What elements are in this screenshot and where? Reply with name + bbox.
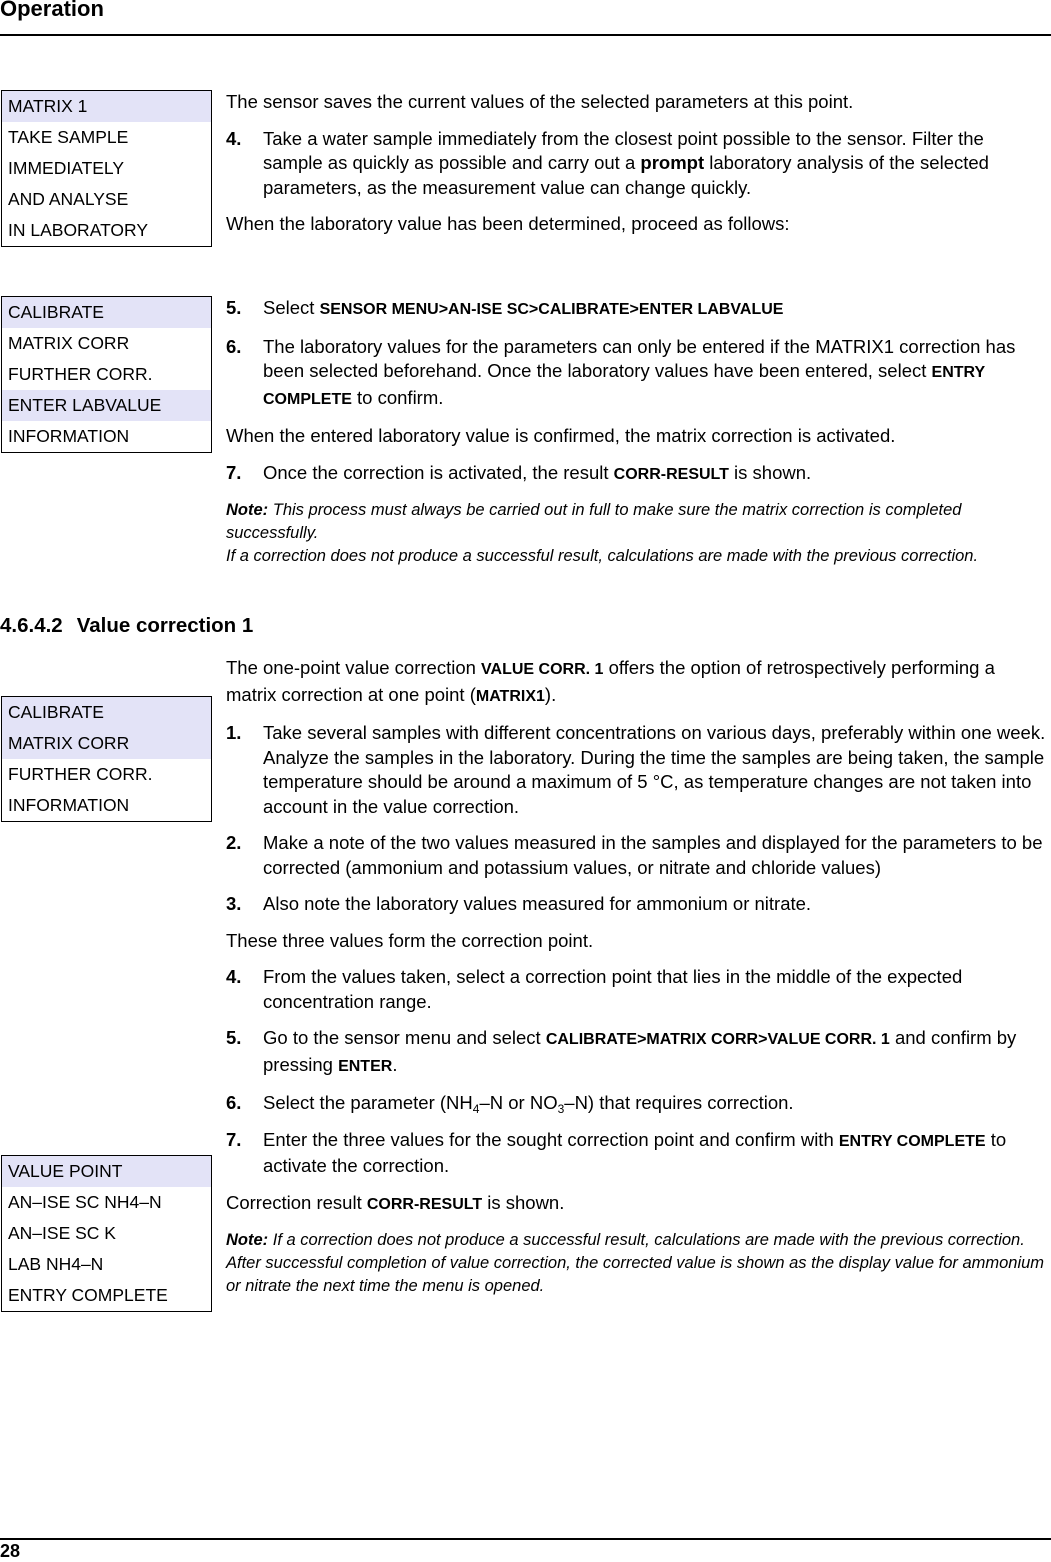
menu-command: VALUE CORR. 1 bbox=[481, 661, 604, 678]
footer-rule bbox=[0, 1538, 1051, 1540]
step-text: laboratory analysis of the selected parameters, as the measurement value can change quickly. bbox=[263, 152, 989, 198]
paragraph: When the laboratory value has been determined, proceed as follows: bbox=[226, 213, 790, 234]
text-block-2 bbox=[226, 296, 1048, 568]
paragraph bbox=[226, 1191, 1048, 1218]
menu-row: MATRIX CORR bbox=[8, 333, 130, 353]
menu-command: SENSOR MENU>AN-ISE SC>CALIBRATE>ENTER LABVALUE bbox=[319, 301, 784, 318]
step-text: Select bbox=[263, 297, 320, 318]
step-text: Take several samples with different concentrations on various days, preferably within one week. Analyze the samples in the laboratory. During the time the samples are being taken, the sample temperature should be around a maximum of 5 °C, as temperature changes are not taken into account in the value correction. bbox=[263, 722, 1046, 817]
menu-row: CALIBRATE bbox=[2, 697, 211, 728]
menu-row: INFORMATION bbox=[8, 426, 130, 446]
step-item bbox=[226, 461, 1048, 488]
text-block-1 bbox=[226, 90, 1048, 237]
step-item bbox=[226, 721, 1048, 819]
step-text: Make a note of the two values measured in the samples and displayed for the parameters to be corrected (ammonium and potassium values, or nitrate and chloride values) bbox=[263, 832, 1043, 878]
menu-command: CALIBRATE>MATRIX CORR>VALUE CORR. 1 bbox=[545, 1031, 890, 1048]
page-number: 28 bbox=[0, 1541, 21, 1561]
paragraph: The sensor saves the current values of the selected parameters at this point. bbox=[226, 91, 854, 112]
note-text: This process must always be carried out in full to make sure the matrix correction is completed successfully. bbox=[226, 501, 962, 542]
menu-row: MATRIX CORR bbox=[2, 728, 211, 759]
step-number: 6. bbox=[226, 335, 242, 357]
step-number: 4. bbox=[226, 966, 242, 987]
menu-row: IN LABORATORY bbox=[8, 220, 149, 240]
step-item bbox=[226, 831, 1048, 880]
text-block-3 bbox=[226, 656, 1048, 1298]
step-text: From the values taken, select a correction point that lies in the middle of the expected concentration range. bbox=[263, 966, 963, 1012]
step-item bbox=[226, 1128, 1048, 1179]
step-number: 5. bbox=[226, 1027, 242, 1048]
text-run: offers the option of retrospectively performing a matrix correction at one point ( bbox=[226, 657, 995, 705]
step-number: 4. bbox=[226, 127, 242, 149]
step-text: Go to the sensor menu and select bbox=[263, 1027, 546, 1048]
step-item bbox=[226, 296, 1048, 323]
subscript: 3 bbox=[557, 1102, 565, 1116]
menu-row: FURTHER CORR. bbox=[8, 364, 153, 384]
step-number: 5. bbox=[226, 297, 242, 318]
section-title: Value correction 1 bbox=[76, 614, 254, 637]
step-number: 6. bbox=[226, 1092, 242, 1113]
step-number: 2. bbox=[226, 832, 242, 853]
step-text: Take a water sample immediately from the closest point possible to the sensor. Filter the sample as quickly as possible and carry out a bbox=[263, 127, 984, 173]
emphasis: prompt bbox=[640, 152, 705, 173]
step-text: The laboratory values for the parameters can only be entered if the MATRIX1 correction has been selected beforehand. Once the laboratory values have been entered, select bbox=[263, 335, 1016, 381]
step-number: 7. bbox=[226, 461, 242, 483]
menu-row: VALUE POINT bbox=[2, 1156, 211, 1187]
menu-row: IMMEDIATELY bbox=[8, 158, 125, 178]
menu-display-matrix1 bbox=[1, 90, 212, 247]
note-text: After successful completion of value correction, the corrected value is shown as the display value for ammonium or nitrate the next time the menu is opened. bbox=[226, 1254, 1045, 1295]
menu-command: MATRIX1 bbox=[475, 687, 545, 705]
step-text: Enter the three values for the sought correction point and confirm with bbox=[263, 1128, 839, 1150]
step-text: to activate the correction. bbox=[263, 1128, 1007, 1176]
subscript: 4 bbox=[472, 1102, 480, 1116]
menu-row: INFORMATION bbox=[8, 795, 130, 815]
text-run: Correction result bbox=[226, 1191, 367, 1213]
section-heading bbox=[0, 614, 253, 638]
menu-row: AN–ISE SC NH4–N bbox=[8, 1192, 162, 1212]
step-number: 1. bbox=[226, 722, 242, 743]
step-text: Once the correction is activated, the result bbox=[263, 461, 614, 483]
section-number: 4.6.4.2 bbox=[0, 614, 63, 637]
menu-command: ENTRY COMPLETE bbox=[263, 364, 985, 408]
menu-display-calibrate-2 bbox=[1, 696, 212, 822]
paragraph: These three values form the correction point. bbox=[226, 929, 594, 951]
step-number: 7. bbox=[226, 1128, 242, 1150]
menu-row: LAB NH4–N bbox=[8, 1254, 104, 1274]
note-label: Note: bbox=[226, 1231, 269, 1249]
step-text: Select the parameter (NH bbox=[263, 1092, 473, 1113]
menu-row: ENTER LABVALUE bbox=[2, 390, 211, 421]
note-text: If a correction does not produce a successful result, calculations are made with the previous correction. bbox=[268, 1231, 1025, 1249]
text-run: ). bbox=[544, 683, 557, 705]
note-text: If a correction does not produce a successful result, calculations are made with the previous correction. bbox=[226, 547, 979, 565]
menu-row: MATRIX 1 bbox=[2, 91, 211, 122]
step-item bbox=[226, 1026, 1048, 1079]
menu-row: CALIBRATE bbox=[2, 297, 211, 328]
step-item bbox=[226, 127, 1048, 201]
text-run: is shown. bbox=[482, 1191, 565, 1213]
menu-row: TAKE SAMPLE bbox=[8, 127, 129, 147]
menu-command: ENTER bbox=[338, 1057, 393, 1075]
step-text: . bbox=[392, 1053, 398, 1075]
text-run: The one-point value correction bbox=[226, 657, 482, 678]
menu-command: ENTRY COMPLETE bbox=[838, 1132, 986, 1150]
paragraph bbox=[226, 656, 1048, 709]
paragraph: When the entered laboratory value is confirmed, the matrix correction is activated. bbox=[226, 425, 896, 446]
step-number: 3. bbox=[226, 893, 242, 914]
step-item bbox=[226, 335, 1048, 413]
step-text: –N) that requires correction. bbox=[564, 1092, 794, 1113]
step-text: to confirm. bbox=[351, 386, 444, 408]
menu-display-value-point bbox=[1, 1155, 212, 1312]
note bbox=[226, 1229, 1048, 1298]
menu-row: AND ANALYSE bbox=[8, 189, 129, 209]
note bbox=[226, 499, 1048, 568]
menu-display-calibrate bbox=[1, 296, 212, 453]
menu-row: FURTHER CORR. bbox=[8, 764, 153, 784]
menu-command: CORR-RESULT bbox=[366, 1195, 483, 1213]
note-label: Note: bbox=[226, 501, 269, 519]
step-text: Also note the laboratory values measured for ammonium or nitrate. bbox=[263, 893, 812, 914]
menu-row: AN–ISE SC K bbox=[8, 1223, 116, 1243]
menu-row: ENTRY COMPLETE bbox=[8, 1285, 168, 1305]
page-header-title: Operation bbox=[0, 0, 104, 21]
step-text: and confirm by pressing bbox=[263, 1027, 1017, 1075]
step-text: is shown. bbox=[728, 461, 812, 483]
step-item bbox=[226, 1091, 1048, 1116]
menu-command: CORR-RESULT bbox=[613, 465, 729, 483]
step-item bbox=[226, 892, 1048, 917]
step-item bbox=[226, 965, 1048, 1014]
step-text: –N or NO bbox=[479, 1092, 558, 1113]
header-rule bbox=[0, 34, 1051, 36]
